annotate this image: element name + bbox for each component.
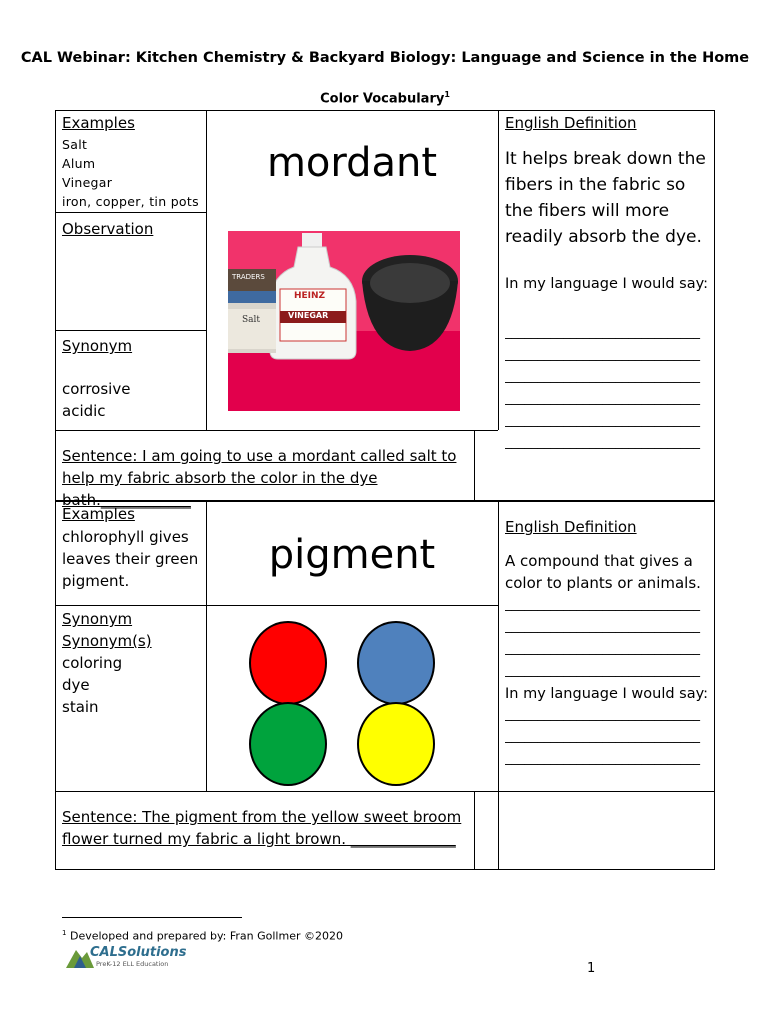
vocabulary-word: pigment: [268, 532, 436, 578]
sentence-text: Sentence: The pigment from the yellow sweet broom flower turned my fabric a light brown.: [62, 808, 462, 848]
examples-label: Examples: [62, 114, 135, 132]
synonym-list: [62, 378, 130, 422]
synonym-label: Synonym: [62, 610, 133, 628]
blue-circle: [357, 621, 435, 705]
document-title: CAL Webinar: Kitchen Chemistry & Backyard Biology: Language and Science in the Home: [20, 50, 750, 66]
synonym-item: acidic: [62, 402, 106, 420]
synonym-item: corrosive: [62, 380, 131, 398]
synonym-item: coloring: [62, 654, 123, 672]
definition-text: A compound that gives a color to plants or animals.: [505, 552, 701, 592]
subtitle-text: Color Vocabulary: [320, 91, 445, 107]
sentence: [62, 806, 467, 850]
salt-brand-label: TRADERS: [232, 273, 265, 281]
example-item: iron, copper, tin pots: [62, 194, 199, 209]
yellow-circle: [357, 702, 435, 786]
salt-label: Salt: [242, 315, 261, 325]
footnote-mark: 1: [444, 90, 450, 99]
example-item: Alum: [62, 156, 96, 171]
cal-logo: [66, 944, 186, 970]
footnote-text: Developed and prepared by: Fran Gollmer ©2020: [69, 929, 343, 943]
definition-label: English Definition: [505, 518, 637, 536]
vocabulary-word: mordant: [266, 140, 438, 186]
sentence-prefix: Sentence: [62, 447, 133, 465]
page-number: 1: [587, 961, 596, 976]
synonym-list: [62, 652, 122, 718]
synonym-label: Synonym: [62, 337, 133, 355]
red-circle: [249, 621, 327, 705]
section-subtitle: [0, 90, 770, 106]
synonym-item: stain: [62, 698, 99, 716]
example-item: Vinegar: [62, 175, 113, 190]
examples-text: chlorophyll gives leaves their green pigment.: [62, 528, 199, 590]
definition-text: It helps break down the fibers in the fabric so the fibers will more readily absorb the dye.: [505, 149, 706, 247]
examples-label: Examples: [62, 505, 135, 523]
my-language-label: In my language I would say:: [505, 276, 709, 292]
mordant-photo: [228, 231, 460, 411]
my-language-label: In my language I would say:: [505, 686, 709, 702]
footnote-number: 1: [62, 929, 67, 937]
footnote: [62, 929, 343, 943]
synonym-item: dye: [62, 676, 90, 694]
green-circle: [249, 702, 327, 786]
sentence-blank: ______________: [346, 830, 456, 848]
vinegar-label: VINEGAR: [288, 311, 329, 320]
logo-tagline: PreK-12 ELL Education: [96, 960, 169, 968]
answer-lines[interactable]: ______________________________ ______________________________ ______________________________ ______________________________: [505, 597, 700, 678]
vinegar-brand-label: HEINZ: [294, 291, 326, 301]
answer-lines[interactable]: ______________________________ ______________________________ ______________________________ ______________________________ ______________________________ ______________________________: [505, 325, 700, 450]
example-item: Salt: [62, 137, 88, 152]
logo-name: CALSolutions: [90, 945, 187, 960]
answer-lines[interactable]: ______________________________ ______________________________ ______________________________: [505, 707, 700, 766]
sentence-blank: ____________: [100, 491, 191, 509]
synonyms-label: Synonym(s): [62, 632, 152, 650]
examples-list: [62, 135, 199, 211]
definition-label: English Definition: [505, 114, 637, 132]
sentence-body: : I am going to use a mordant called salt to help my fabric absorb the color in the dye bath.: [62, 447, 457, 509]
observation-label: Observation: [62, 220, 154, 238]
photo-objects: [228, 231, 460, 411]
